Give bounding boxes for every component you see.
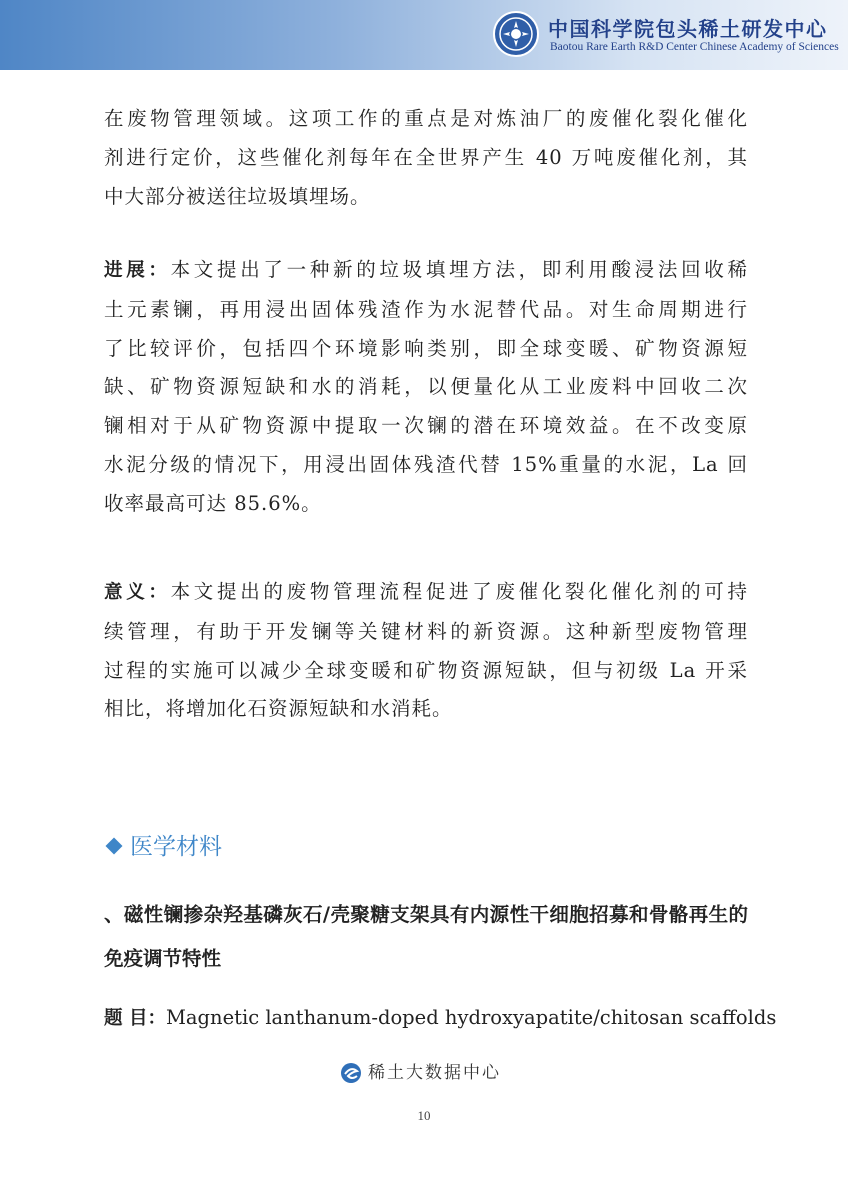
progress-line: 本文提出了一种新的垃圾填埋方法，即利用酸浸法回收稀 xyxy=(170,258,748,281)
org-name-cn: 中国科学院包头稀土研发中心 xyxy=(548,17,828,41)
org-name-en: Baotou Rare Earth R&D Center Chinese Academy of Sciences xyxy=(550,41,839,53)
significance-paragraph xyxy=(104,573,748,729)
significance-label: 意义： xyxy=(104,582,171,603)
intro-paragraph xyxy=(104,100,748,216)
section-heading xyxy=(104,828,222,861)
progress-line: 了比较评价，包括四个环境影响类别，即全球变暖、矿物资源短 xyxy=(104,336,748,360)
intro-line: 中大部分被送往垃圾填埋场。 xyxy=(104,184,371,208)
progress-line: 收率最高可达 85.6%。 xyxy=(104,491,322,515)
progress-line: 镧相对于从矿物资源中提取一次镧的潜在环境效益。在不改变原 xyxy=(104,414,748,438)
significance-line: 续管理，有助于开发镧等关键材料的新资源。这种新型废物管理 xyxy=(104,619,748,643)
section-heading-text: 医学材料 xyxy=(130,834,222,860)
cas-logo-icon xyxy=(493,11,539,57)
footer-brand xyxy=(340,1058,501,1084)
progress-label: 进展： xyxy=(104,260,171,281)
diamond-bullet-icon xyxy=(106,838,123,855)
significance-line: 过程的实施可以减少全球变暖和矿物资源短缺，但与初级 La 开采 xyxy=(104,658,748,682)
footer-brand-text: 稀土大数据中心 xyxy=(368,1063,501,1083)
topic-label: 题 目： xyxy=(104,1008,166,1029)
big-data-logo-icon xyxy=(340,1062,362,1084)
progress-paragraph xyxy=(104,251,748,524)
progress-line: 土元素镧，再用浸出固体残渣作为水泥替代品。对生命周期进行 xyxy=(104,297,748,321)
intro-line: 剂进行定价，这些催化剂每年在全世界产生 40 万吨废催化剂，其 xyxy=(104,145,748,169)
significance-line: 相比，将增加化石资源短缺和水消耗。 xyxy=(104,697,453,721)
article-topic xyxy=(104,999,777,1038)
page-number: 10 xyxy=(417,1108,431,1123)
intro-line: 在废物管理领域。这项工作的重点是对炼油厂的废催化裂化催化 xyxy=(104,107,748,130)
progress-line: 水泥分级的情况下，用浸出固体残渣代替 15%重量的水泥，La 回 xyxy=(104,452,748,476)
topic-text: Magnetic lanthanum-doped hydroxyapatite/chitosan scaffolds xyxy=(165,1006,777,1029)
progress-line: 缺、矿物资源短缺和水的消耗，以便量化从工业废料中回收二次 xyxy=(104,375,748,399)
significance-line: 本文提出的废物管理流程促进了废催化裂化催化剂的可持 xyxy=(170,580,748,603)
page-header xyxy=(0,0,848,70)
article-title: 、磁性镧掺杂羟基磷灰石/壳聚糖支架具有内源性干细胞招募和骨骼再生的免疫调节特性 xyxy=(104,903,748,970)
